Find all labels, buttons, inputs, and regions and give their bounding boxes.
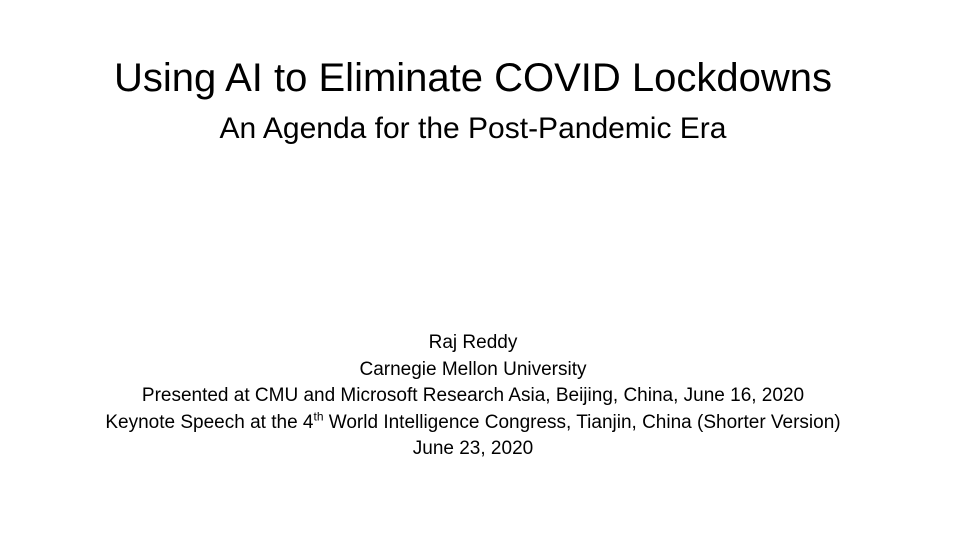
slide-title: Using AI to Eliminate COVID Lockdowns	[113, 56, 833, 100]
keynote-prefix: Keynote Speech at the 4	[105, 411, 314, 433]
keynote-ordinal-suffix: th	[313, 409, 324, 424]
byline-block	[0, 330, 946, 463]
slide-subtitle: An Agenda for the Post-Pandemic Era	[219, 112, 727, 145]
keynote-date: June 23, 2020	[412, 438, 534, 459]
keynote-suffix: World Intelligence Congress, Tianjin, China (Shorter Version)	[323, 411, 841, 433]
keynote-note	[0, 410, 946, 437]
author-name: Raj Reddy	[428, 332, 518, 353]
author-affiliation: Carnegie Mellon University	[359, 358, 587, 380]
presentation-note: Presented at CMU and Microsoft Research Asia, Beijing, China, June 16, 2020	[141, 385, 805, 406]
